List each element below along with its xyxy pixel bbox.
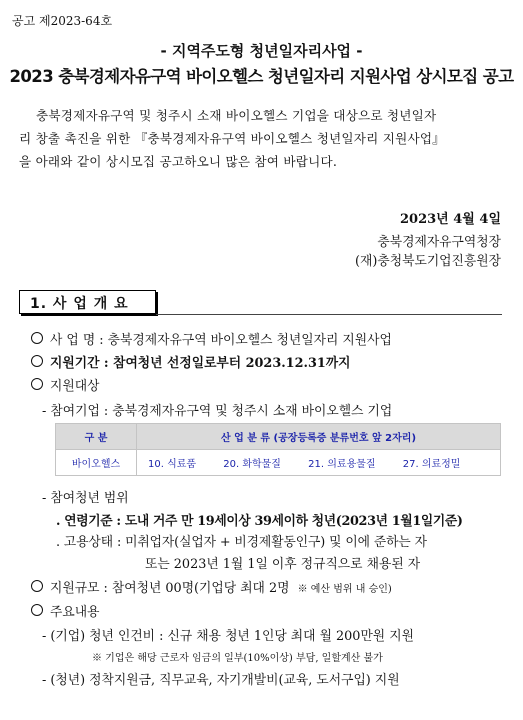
circle-bullet-icon xyxy=(31,604,43,616)
age-criteria: . 연령기준 : 도내 거주 만 19세이상 39세이하 청년(2023년 1월1일기준) xyxy=(56,514,463,529)
table-header-row xyxy=(56,424,501,450)
table-row-categories xyxy=(137,450,501,476)
employment-status: . 고용상태 : 미취업자(실업자 + 비경제활동인구) 및 이에 준하는 자 xyxy=(56,535,427,550)
content-youth: - (청년) 정착지원금, 직무교육, 자기개발비(교육, 도서구입) 지원 xyxy=(42,673,400,688)
circle-bullet-icon xyxy=(31,355,43,367)
category-item: 20. 화학물질 xyxy=(223,459,281,470)
industry-classification-table xyxy=(55,423,501,476)
main-content-label: 주요내용 xyxy=(50,605,100,620)
section-title: 1. 사 업 개 요 xyxy=(30,296,129,312)
category-item: 27. 의료정밀 xyxy=(402,459,461,470)
employment-status-cont: 또는 2023년 1월 1일 이후 정규직으로 채용된 자 xyxy=(145,557,421,572)
notice-date: 2023년 4월 4일 xyxy=(400,212,501,227)
category-item: 10. 식료품 xyxy=(148,459,197,470)
notice-number: 공고 제2023-64호 xyxy=(12,14,113,28)
participating-companies: - 참여기업 : 충북경제자유구역 및 청주시 소재 바이오헬스 기업 xyxy=(42,404,393,419)
intro-line-1: 충북경제자유구역 및 청주시 소재 바이오헬스 기업을 대상으로 청년일자 xyxy=(36,108,437,123)
support-scale xyxy=(50,577,392,596)
category-item: 21. 의료용물질 xyxy=(308,459,376,470)
project-name: 사 업 명 : 충북경제자유구역 바이오헬스 청년일자리 지원사업 xyxy=(50,333,392,348)
intro-line-3: 을 아래와 같이 상시모집 공고하오니 많은 참여 바랍니다. xyxy=(19,154,338,169)
issuer-1: 충북경제자유구역청장 xyxy=(377,235,501,250)
table-header-classification: 산 업 분 류 (공장등록증 분류번호 앞 2자리) xyxy=(137,424,501,450)
issuer-2: (재)충청북도기업진흥원장 xyxy=(355,254,501,269)
circle-bullet-icon xyxy=(31,378,43,390)
document-subtitle: - 지역주도형 청년일자리사업 - xyxy=(160,42,363,60)
content-company: - (기업) 청년 인건비 : 신규 채용 청년 1인당 최대 월 200만원 지원 xyxy=(42,629,414,644)
table-header-category: 구 분 xyxy=(56,424,137,450)
support-scale-main: 지원규모 : 참여청년 00명(기업당 최대 2명 xyxy=(50,581,290,596)
support-period: 지원기간 : 참여청년 선정일로부터 2023.12.31까지 xyxy=(50,356,351,371)
document-title: 2023 충북경제자유구역 바이오헬스 청년일자리 지원사업 상시모집 공고 xyxy=(9,67,514,86)
support-scale-note: ※ 예산 범위 내 승인) xyxy=(297,584,392,595)
support-target-label: 지원대상 xyxy=(50,379,100,394)
table-row-label: 바이오헬스 xyxy=(56,450,137,476)
section-divider xyxy=(156,314,502,315)
circle-bullet-icon xyxy=(31,332,43,344)
youth-range-label: - 참여청년 범위 xyxy=(42,491,129,506)
content-company-note: ※ 기업은 해당 근로자 임금의 일부(10%이상) 부담, 일할계산 불가 xyxy=(92,653,383,664)
table-row xyxy=(56,450,501,476)
intro-line-2: 리 창출 촉진을 위한 『충북경제자유구역 바이오헬스 청년일자리 지원사업』 xyxy=(19,131,445,146)
circle-bullet-icon xyxy=(31,580,43,592)
